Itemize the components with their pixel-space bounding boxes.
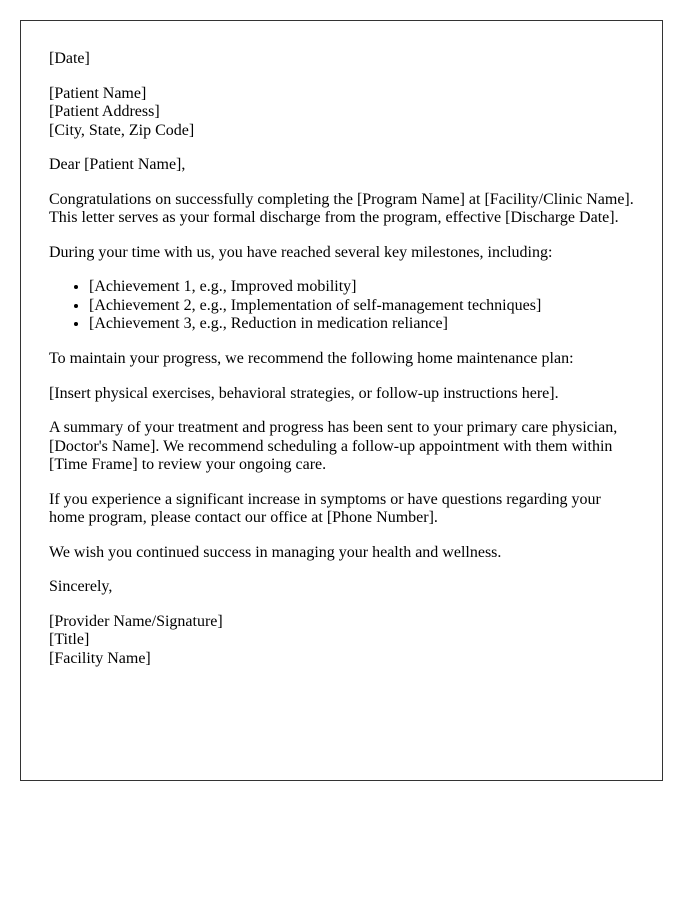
achievement-item: • [Achievement 2, e.g., Implementation of self-management techniques] [89, 297, 634, 316]
achievements-list [49, 278, 634, 334]
paragraph-summary: A summary of your treatment and progress has been sent to your primary care physician, [Doctor's Name]. We recommend scheduling a follow-up appointment with them within [Time Frame] to review your ongoing care. [49, 419, 618, 474]
recipient-address-line: [Patient Address] [49, 103, 160, 121]
achievement-item: • [Achievement 3, e.g., Reduction in medication reliance] [89, 315, 634, 334]
paragraph-wellwishes: We wish you continued success in managing your health and wellness. [49, 543, 502, 561]
achievement-item: • [Achievement 1, e.g., Improved mobility] [89, 278, 634, 297]
signature-facility-line: [Facility Name] [49, 650, 151, 668]
closing: Sincerely, [49, 578, 113, 596]
discharge-letter-document [20, 20, 663, 781]
recipient-name-line: [Patient Name] [49, 84, 147, 102]
paragraph-plan-intro: To maintain your progress, we recommend the following home maintenance plan: [49, 350, 574, 368]
paragraph-milestones-intro: During your time with us, you have reached several key milestones, including: [49, 243, 553, 261]
paragraph-plan-placeholder: [Insert physical exercises, behavioral strategies, or follow-up instructions here]. [49, 384, 559, 402]
recipient-city-state-zip-line: [City, State, Zip Code] [49, 121, 195, 139]
signature-block [49, 613, 634, 669]
signature-title-line: [Title] [49, 631, 90, 649]
date-placeholder: [Date] [49, 50, 90, 67]
paragraph-congratulations: Congratulations on successfully completing the [Program Name] at [Facility/Clinic Name]. This letter serves as your formal discharge from the program, effective [Discharge Date]. [49, 190, 634, 227]
signature-provider-line: [Provider Name/Signature] [49, 612, 223, 630]
salutation: Dear [Patient Name], [49, 156, 186, 174]
paragraph-contact: If you experience a significant increase in symptoms or have questions regarding your home program, please contact our office at [Phone Number]. [49, 490, 601, 527]
recipient-address-block [49, 85, 634, 141]
